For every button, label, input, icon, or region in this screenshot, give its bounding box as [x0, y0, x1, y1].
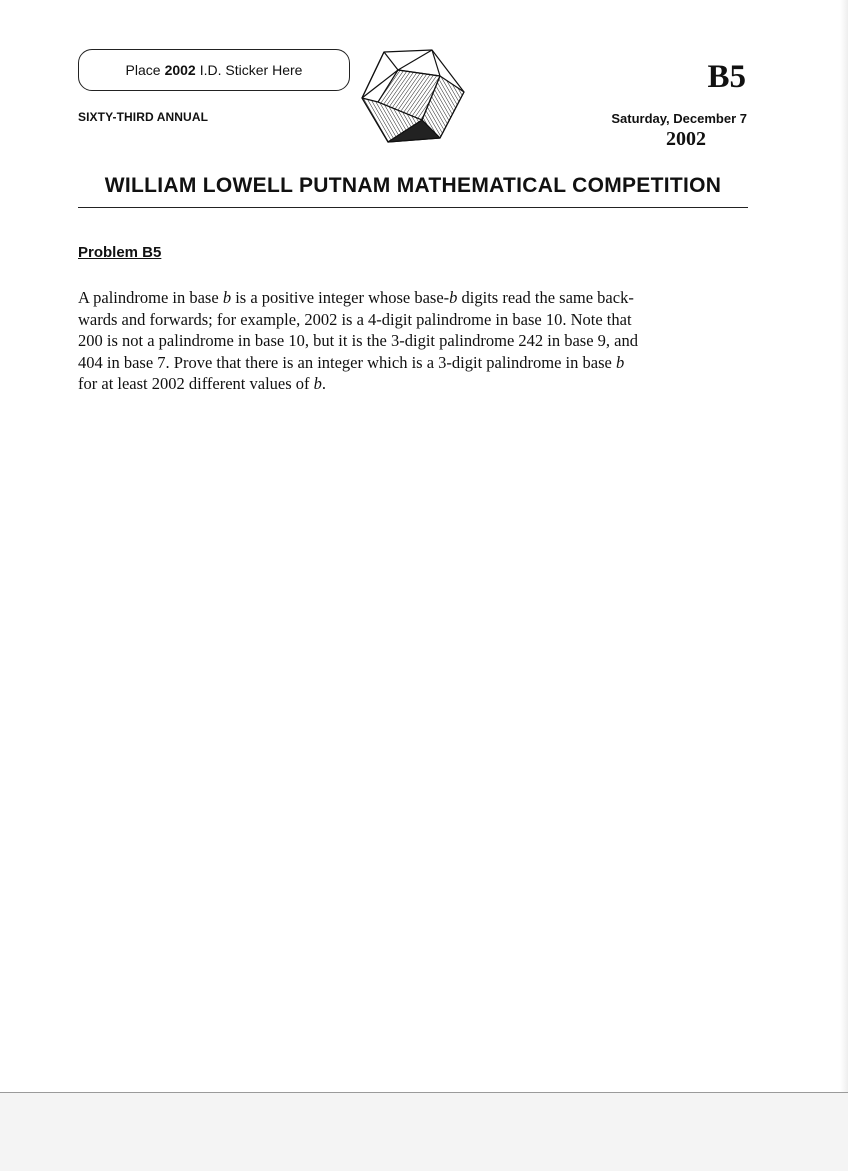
- math-variable: b: [222, 288, 232, 307]
- text-run: 200 is not a palindrome in base 10, but it is the 3-digit palindrome 242 in base 9, and: [78, 331, 638, 350]
- problem-code: B5: [707, 59, 746, 95]
- competition-title: WILLIAM LOWELL PUTNAM MATHEMATICAL COMPETITION: [104, 174, 722, 197]
- exam-year: 2002: [666, 128, 706, 150]
- math-variable: b: [615, 352, 625, 372]
- problem-line: [78, 352, 678, 374]
- text-run: 404 in base 7. Prove that there is an integer which is a 3-digit palindrome in base: [78, 352, 616, 372]
- problem-statement: [78, 287, 678, 395]
- math-variable: b: [449, 288, 458, 307]
- problem-heading: Problem B5: [78, 244, 162, 261]
- text-run: A palindrome in base: [78, 288, 223, 307]
- problem-line: [78, 287, 678, 309]
- text-run: is a positive integer whose base-: [231, 288, 450, 307]
- icosahedron-logo: [356, 44, 468, 144]
- text-run: digits read the same back-: [457, 288, 634, 307]
- page-bottom-edge: [0, 1092, 848, 1171]
- problem-line: [78, 373, 678, 395]
- sticker-text-after: I.D. Sticker Here: [199, 62, 303, 78]
- sticker-year: 2002: [164, 62, 196, 78]
- text-run: wards and forwards; for example, 2002 is a 4-digit palindrome in base 10. Note that: [78, 309, 632, 329]
- page-right-edge: [840, 0, 848, 1092]
- problem-line: [78, 330, 678, 352]
- sticker-text-before: Place: [125, 62, 161, 78]
- text-run: for at least 2002 different values of: [78, 374, 314, 393]
- annual-label: SIXTY-THIRD ANNUAL: [78, 110, 209, 124]
- exam-date: Saturday, December 7: [611, 111, 747, 126]
- id-sticker-box: [78, 49, 350, 91]
- problem-line: [78, 309, 678, 331]
- math-variable: b: [313, 374, 322, 393]
- title-rule: [78, 207, 748, 208]
- text-run: .: [321, 374, 327, 393]
